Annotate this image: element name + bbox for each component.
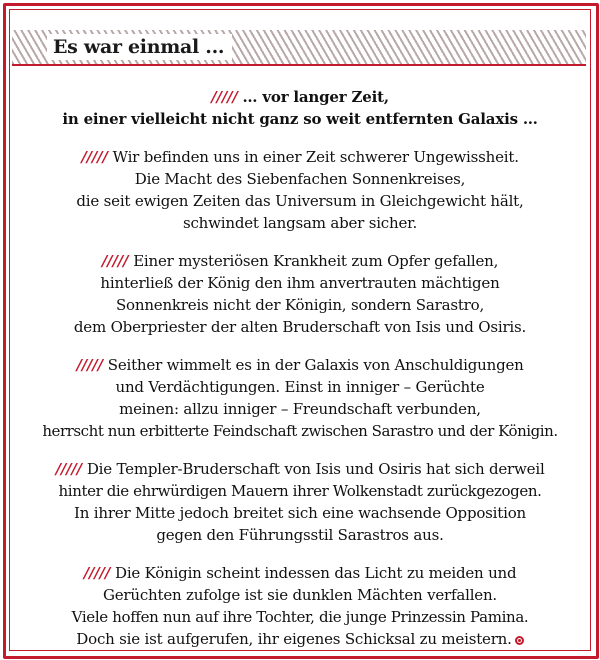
paragraph-line: meinen: allzu inniger – Freundschaft verbunden, <box>119 400 481 418</box>
paragraph-line: ///// Die Königin scheint indessen das Licht zu meiden und <box>83 564 517 582</box>
paragraph-line: in einer vielleicht nicht ganz so weit entfernten Galaxis … <box>62 110 538 128</box>
paragraph-line: Viele hoffen nun auf ihre Tochter, die junge Prinzessin Pamina. <box>71 608 529 626</box>
paragraph-line: hinter die ehrwürdigen Mauern ihrer Wolkenstadt zurückgezogen. <box>58 482 542 500</box>
paragraph-marker: ///// <box>81 148 108 166</box>
paragraph-line: schwindet langsam aber sicher. <box>182 214 418 232</box>
paragraph-marker: ///// <box>83 564 110 582</box>
paragraph-line: In ihrer Mitte jedoch breitet sich eine wachsende Opposition <box>74 504 526 522</box>
paragraph-line: herrscht nun erbitterte Feindschaft zwischen Sarastro und der Königin. <box>42 422 558 440</box>
paragraph-marker: ///// <box>211 88 238 106</box>
page-title: Es war einmal ... <box>47 34 232 60</box>
paragraph-intro <box>24 86 576 130</box>
paragraph-marker: ///// <box>101 252 129 270</box>
paragraph-queen <box>24 562 576 650</box>
paragraph-line: Die Macht des Siebenfachen Sonnenkreises, <box>134 170 466 188</box>
paragraph-king <box>24 250 576 338</box>
paragraph-line: und Verdächtigungen. Einst in inniger – Gerüchte <box>115 378 485 396</box>
paragraph-line: hinterließ der König den ihm anvertrauten mächtigen <box>100 274 500 292</box>
sun-ornament-icon <box>515 636 524 645</box>
paragraph-line: gegen den Führungsstil Sarastros aus. <box>156 526 444 544</box>
paragraph-line: ///// Wir befinden uns in einer Zeit schwerer Ungewissheit. <box>81 148 519 166</box>
paragraph-accusations <box>24 354 576 442</box>
paragraph-line: Doch sie ist aufgerufen, ihr eigenes Schicksal zu meistern. <box>24 628 576 650</box>
paragraph-line: die seit ewigen Zeiten das Universum in Gleichgewicht hält, <box>76 192 524 210</box>
paragraph-line: ///// Einer mysteriösen Krankheit zum Opfer gefallen, <box>101 252 499 270</box>
paragraph-line: ///// Die Templer-Bruderschaft von Isis und Osiris hat sich derweil <box>55 460 545 478</box>
paragraph-line: ///// … vor langer Zeit, <box>211 88 389 106</box>
paragraph-line: dem Oberpriester der alten Bruderschaft von Isis und Osiris. <box>73 318 527 336</box>
paragraph-templars <box>24 458 576 546</box>
paragraph-marker: ///// <box>76 356 103 374</box>
paragraph-line: Sonnenkreis nicht der Königin, sondern Sarastro, <box>115 296 485 314</box>
paragraph-marker: ///// <box>55 460 82 478</box>
header-rule <box>12 64 586 66</box>
paragraph-line: ///// Seither wimmelt es in der Galaxis von Anschuldigungen <box>76 356 524 374</box>
paragraph-uncertainty <box>24 146 576 234</box>
paragraph-line: Gerüchten zufolge ist sie dunklen Mächten verfallen. <box>102 586 498 604</box>
